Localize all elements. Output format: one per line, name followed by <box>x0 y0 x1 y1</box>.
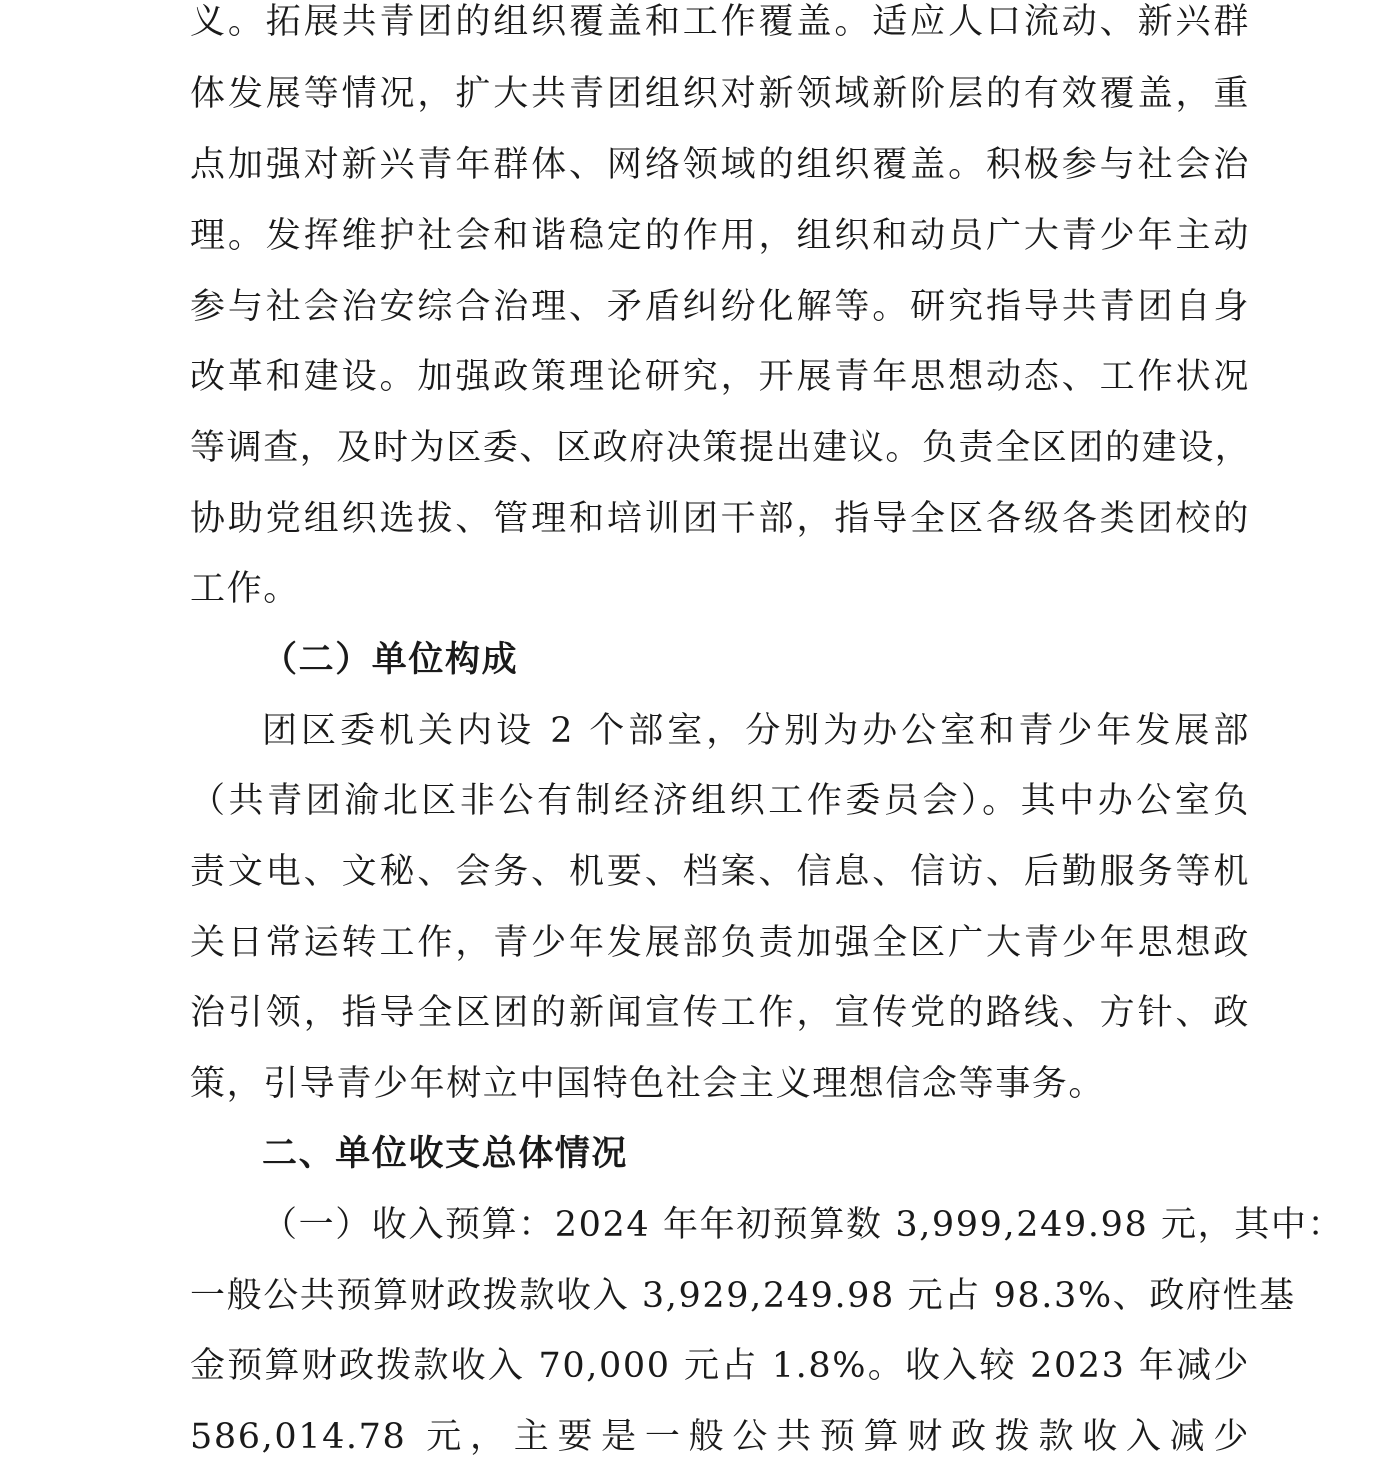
paragraph-line: 团区委机关内设 2 个部室，分别为办公室和青少年发展部 <box>262 711 1250 751</box>
section-heading: 二、单位收支总体情况 <box>262 1134 629 1174</box>
paragraph-line: 义。拓展共青团的组织覆盖和工作覆盖。适应人口流动、新兴群 <box>190 2 1250 42</box>
paragraph-line: （一）收入预算：2024 年年初预算数 3,999,249.98 元，其中： <box>262 1205 1345 1245</box>
paragraph-line: 点加强对新兴青年群体、网络领域的组织覆盖。积极参与社会治 <box>190 145 1250 185</box>
paragraph-line: 理。发挥维护社会和谐稳定的作用，组织和动员广大青少年主动 <box>190 216 1250 256</box>
paragraph-line: 一般公共预算财政拨款收入 3,929,249.98 元占 98.3%、政府性基 <box>190 1276 1296 1316</box>
section-heading: （二）单位构成 <box>262 640 519 680</box>
paragraph-line: 金预算财政拨款收入 70,000 元占 1.8%。收入较 2023 年减少 <box>190 1346 1250 1386</box>
paragraph-line: 协助党组织选拔、管理和培训团干部，指导全区各级各类团校的 <box>190 499 1250 539</box>
paragraph-line: 体发展等情况，扩大共青团组织对新领域新阶层的有效覆盖，重 <box>190 74 1250 114</box>
paragraph-line: 工作。 <box>190 569 300 609</box>
paragraph-line: 治引领，指导全区团的新闻宣传工作，宣传党的路线、方针、政 <box>190 993 1250 1033</box>
paragraph-line: 参与社会治安综合治理、矛盾纠纷化解等。研究指导共青团自身 <box>190 287 1250 327</box>
paragraph-line: 策，引导青少年树立中国特色社会主义理想信念等事务。 <box>190 1064 1106 1104</box>
paragraph-line: 586,014.78 元，主要是一般公共预算财政拨款收入减少 <box>190 1417 1250 1457</box>
paragraph-line: （共青团渝北区非公有制经济组织工作委员会）。其中办公室负 <box>190 781 1250 821</box>
paragraph-line: 改革和建设。加强政策理论研究，开展青年思想动态、工作状况 <box>190 357 1250 397</box>
paragraph-line: 责文电、文秘、会务、机要、档案、信息、信访、后勤服务等机 <box>190 852 1250 892</box>
paragraph-line: 关日常运转工作，青少年发展部负责加强全区广大青少年思想政 <box>190 923 1250 963</box>
paragraph-line: 等调查，及时为区委、区政府决策提出建议。负责全区团的建设， <box>190 428 1252 468</box>
